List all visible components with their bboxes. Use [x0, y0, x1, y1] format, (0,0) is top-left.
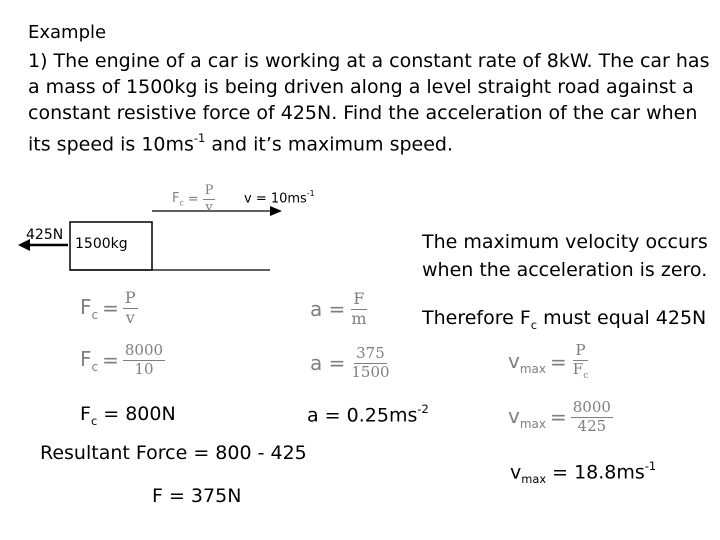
car-mass-label: 1500kg: [75, 236, 128, 252]
driving-force-arrowhead: [270, 206, 282, 216]
vmax-eq1-lhs: $v_{max}$: [508, 348, 546, 376]
net-force-result: F = 375N: [152, 485, 242, 507]
fc-eq1-lhs: $F_c$: [80, 294, 99, 322]
therefore-note: Therefore $F_c$ must equal 425N: [422, 307, 707, 332]
fc-result: $F_c = 800N$: [80, 403, 176, 428]
a-equation-2: a = $\frac{375}{1500}$: [310, 344, 390, 381]
problem-tail: and it’s maximum speed.: [205, 133, 454, 156]
driving-force-label: [172, 184, 215, 214]
vmax-eq2-fraction: $\frac{8000}{425}$: [572, 398, 611, 435]
fc-eq1-fraction: $\frac{P}{v}$: [124, 288, 136, 327]
max-velocity-note: The maximum velocity occurs when the acceleration is zero.: [422, 231, 708, 281]
vmax-eq2-lhs: $v_{max}$: [508, 403, 546, 431]
fc-equation-2: $F_c$ = $\frac{8000}{10}$: [80, 341, 164, 378]
fc-label-eq: =: [187, 191, 199, 207]
fc-equation-1: $F_c$ = $\frac{P}{v}$: [80, 288, 136, 327]
problem-exponent: -1: [193, 130, 206, 145]
resultant-force: Resultant Force = 800 - 425: [40, 442, 307, 464]
velocity-label: $v = 10ms^{-1}$: [244, 189, 315, 207]
fc-label-fraction: $\frac{P}{v}$: [204, 183, 214, 215]
a-eq1-fraction: $\frac{F}{m}$: [351, 289, 367, 328]
vmax-result: $v_{max} = 18.8ms^{-1}$: [510, 458, 657, 487]
fc-eq2-lhs: $F_c$: [80, 346, 99, 374]
acceleration-result: $a = 0.25ms^{-2}$: [307, 401, 429, 427]
example-title: Example: [28, 22, 107, 43]
a-eq2-fraction: $\frac{375}{1500}$: [351, 344, 390, 381]
resistive-force-label: 425N: [26, 227, 64, 243]
vmax-eq1-fraction: $\frac{P}{F_c}$: [572, 341, 589, 381]
a-equation-1: a = $\frac{F}{m}$: [310, 289, 367, 328]
vmax-equation-2: $v_{max}$ = $\frac{8000}{425}$: [508, 398, 611, 435]
fc-label-var: $F_c$: [172, 190, 184, 208]
fc-eq2-fraction: $\frac{8000}{10}$: [124, 341, 164, 378]
problem-text: 1) The engine of a car is working at a constant rate of 8kW. The car has a mass of 1500kg is being driven along a level straight road against a constant resistive force of 425N. Find the acceleration of the car when its speed is 10ms: [28, 50, 710, 156]
vmax-equation-1: $v_{max}$ = $\frac{P}{F_c}$: [508, 341, 589, 381]
